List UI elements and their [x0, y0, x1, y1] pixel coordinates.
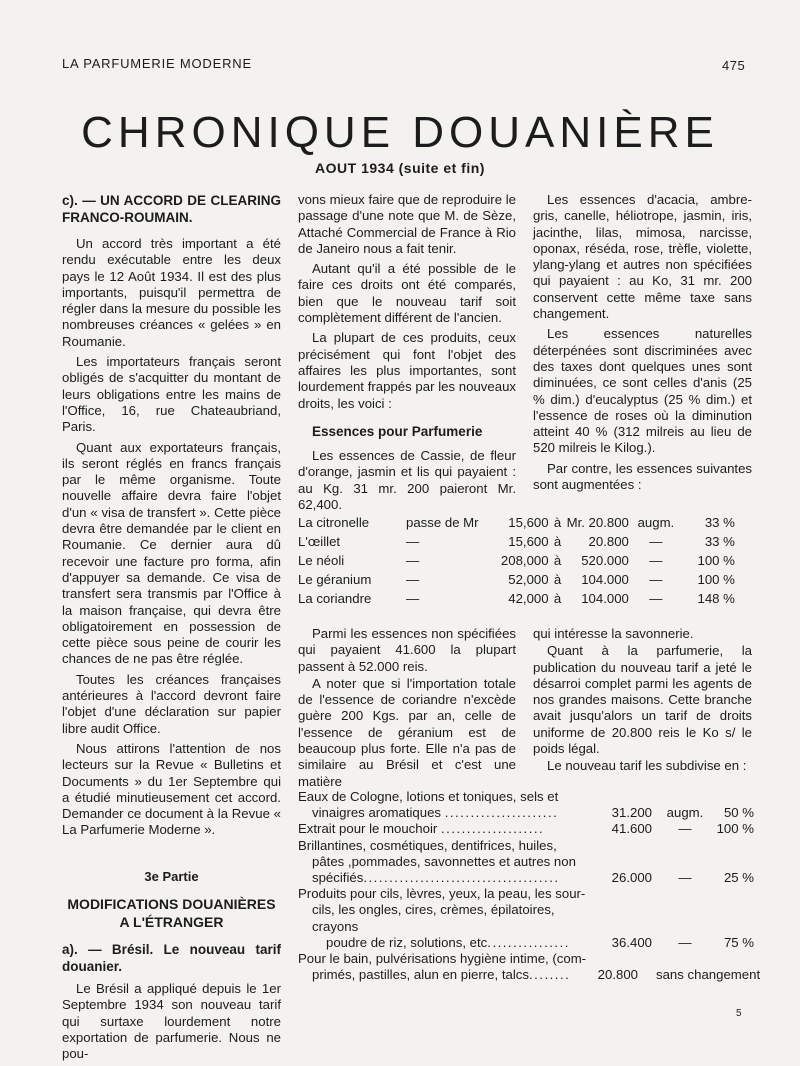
- tariff-desc: [298, 935, 598, 951]
- tariff-desc: [298, 805, 598, 821]
- tariff-desc: Eaux de Cologne, lotions et toniques, sels et: [298, 789, 559, 804]
- essence-cell-aug: —: [649, 553, 663, 568]
- folio: 5: [736, 1008, 742, 1019]
- column-1: [62, 192, 281, 1066]
- tariff-desc: [298, 967, 598, 983]
- tariff-desc-text: poudre de riz, solutions, etc: [326, 934, 488, 950]
- tariff-pct: 50 %: [723, 805, 754, 821]
- page-subtitle: AOUT 1934 (suite et fin): [315, 160, 485, 176]
- clearing-heading: c). — UN ACCORD DE CLEARING FRANCO-ROUMAIN.: [62, 193, 281, 225]
- tariff-value: 20.800: [597, 967, 638, 983]
- paragraph: vons mieux faire que de reproduire le passage d'une note que M. de Sèze, Attaché Commercial de France à Rio de Janeiro nous a fait tenir.: [298, 192, 516, 256]
- essence-cell-pct: 33 %: [704, 515, 735, 530]
- tariff-value: 26.000: [611, 870, 652, 886]
- paragraph: Le nouveau tarif les subdivise en :: [547, 758, 747, 774]
- tariff-aug: —: [678, 821, 692, 837]
- running-head: LA PARFUMERIE MODERNE: [62, 56, 252, 71]
- essence-cell-pct: 33 %: [704, 534, 735, 549]
- essence-cell-c1: —: [406, 572, 420, 587]
- paragraph: Parmi les essences non spécifiées qui payaient 41.600 la plupart passent à 52.000 reis.: [298, 626, 516, 674]
- paragraph: A noter que si l'importation totale de l'essence de coriandre n'excède guère 200 Kgs. par an, celle de l'essence de géranium est de beaucoup plus forte. Elle n'a pas de similaire au Brésil et c'est une matière: [298, 675, 516, 789]
- essence-cell-aug: —: [649, 572, 663, 587]
- tariff-aug: —: [678, 870, 692, 886]
- paragraph: Quant aux exportateurs français, ils seront réglés en francs français par le même organisme. Toute nouvelle affaire devra faire l'objet d'un « visa de transfert ». Cette pièce devra être demandée par le client en Roumanie. Ce dernier aura dû recevoir une facture pro forma, afin d'appuyer sa demande. Ce visa de transfert sera transmis par l'Office à la maison française, qui devra être obligatoirement en possession de cette pièce sous peine de courir les chances de ne pas être réglée.: [62, 439, 281, 667]
- paragraph: Quant à la parfumerie, la publication du nouveau tarif a jeté le désarroi complet parmi les agents de nos grandes maisons. Cette branche avait jusqu'alors un tarif de droits uniforme de 20.800 reis le Ko s/ le poids légal.: [533, 643, 752, 757]
- essence-cell-old: 42,000: [508, 591, 549, 606]
- paragraph: Les essences naturelles déterpénées sont discriminées avec des taxes dont quelques unes sont diminuées, ce sont celles d'anis (25 % dim.) d'eucalyptus (25 % dim.) et l'essence de roses où la diminution atteint 40 % (312 milreis au lieu de 520 milreis le Kilog.).: [533, 326, 752, 456]
- essence-cell-new: 20.800: [588, 534, 629, 549]
- brazil-heading: a). — Brésil. Le nouveau tarif douanier.: [62, 941, 281, 974]
- tariff-desc: cils, les ongles, cires, crèmes, épilatoires, crayons: [312, 902, 555, 934]
- tariff-desc-text: primés, pastilles, alun en pierre, talcs: [312, 967, 529, 983]
- essence-cell-new: 520.000: [581, 553, 629, 568]
- tariff-aug: —: [678, 934, 692, 950]
- leader-dots: ....................: [440, 821, 545, 837]
- essence-cell-old: 52,000: [508, 572, 549, 587]
- part-label: 3e Partie: [144, 868, 199, 884]
- tariff-desc-text: Extrait pour le mouchoir: [298, 821, 438, 837]
- essence-cell-pct: 148 %: [697, 591, 735, 606]
- essence-cell-old: 15,600: [508, 534, 549, 549]
- section-heading: MODIFICATIONS DOUANIÈRES A L'ÉTRANGER: [67, 895, 276, 930]
- paragraph: Par contre, les essences suivantes sont augmentées :: [533, 460, 752, 493]
- tariff-aug: augm.: [666, 805, 704, 821]
- essence-row: [298, 551, 735, 570]
- tariff-desc: Pour le bain, pulvérisations hygiène intime, (com-: [298, 951, 587, 967]
- leader-dots: ................: [487, 934, 570, 950]
- tariff-desc: pâtes ,pommades, savonnettes et autres non: [312, 853, 576, 869]
- tariff-value: 31.200: [611, 805, 652, 821]
- page-title: CHRONIQUE DOUANIÈRE: [81, 108, 719, 157]
- tariff-value: 36.400: [611, 934, 652, 950]
- tariff-desc-text: vinaigres aromatiques: [312, 805, 442, 821]
- essence-cell-c1: —: [406, 553, 420, 568]
- paragraph: Les importateurs français seront obligés de s'acquitter du montant de leurs obligations entre les mains de l'Office, 16, rue Chateaubriand, Paris.: [62, 354, 281, 435]
- paragraph: Nous attirons l'attention de nos lecteurs sur la Revue « Bulletins et Documents » du 1er Septembre qui a étudié minutieusement cet accord. Demander ce document à la Revue « La Parfumerie Moderne ».: [62, 740, 281, 838]
- lower-column-2: [298, 626, 516, 791]
- essence-cell-name: La coriandre: [298, 591, 372, 606]
- essence-cell-new: 104.000: [581, 591, 629, 606]
- leader-dots: ......................................: [363, 870, 560, 886]
- lower-column-3: [533, 626, 752, 776]
- essence-row: [298, 513, 735, 532]
- essence-cell-new: 104.000: [581, 572, 629, 587]
- essence-cell-c1: —: [406, 534, 420, 549]
- tariff-list: [298, 789, 761, 983]
- leader-dots: ........: [528, 967, 571, 983]
- paragraph: Le Brésil a appliqué depuis le 1er Septembre 1934 son nouveau tarif qui surtaxe lourdement notre exportation de parfumerie. Nous ne pou-: [62, 980, 281, 1062]
- essence-row: [298, 532, 735, 551]
- essence-cell-name: L'œillet: [298, 534, 341, 549]
- tariff-row: [298, 821, 754, 837]
- leader-dots: ......................: [444, 805, 559, 821]
- essence-cell-pct: 100 %: [697, 572, 735, 587]
- section-3: [62, 869, 281, 931]
- tariff-pct: 75 %: [723, 934, 754, 950]
- tariff-value: 41.600: [611, 821, 652, 837]
- tariff-row: [298, 951, 761, 983]
- essences-subheading: Essences pour Parfumerie: [312, 423, 483, 439]
- tariff-note: sans changement: [656, 967, 761, 983]
- paragraph: Autant qu'il a été possible de le faire ces droits ont été comparés, bien que le nouveau tarif soit complètement différent de l'ancien.: [298, 261, 516, 326]
- paragraph: Un accord très important a été rendu exécutable entre les deux pays le 12 Août 1934. Il est des plus importants, puisqu'il permettra de régler dans la mesure du possible les nombreuses créances « gelées » en Roumanie.: [62, 236, 281, 349]
- page-number: 475: [722, 58, 746, 73]
- essence-cell-name: Le géranium: [298, 572, 372, 587]
- essence-cell-new: Mr. 20.800: [566, 515, 629, 530]
- essences-rate-table: [298, 513, 735, 608]
- paragraph: Les essences d'acacia, ambre-gris, canelle, héliotrope, jasmin, iris, jacinthe, lilas, mimosa, narcisse, oponax, réséda, rose, trèfle, violette, ylang-ylang et autres non spécifiées qui payaient : au Ko, 31 mr. 200 conservent cette même taxe sans changement.: [533, 192, 752, 322]
- tariff-desc: [298, 870, 598, 886]
- essence-cell-aug: —: [649, 534, 663, 549]
- essence-cell-a: à: [553, 591, 562, 606]
- tariff-pct: 100 %: [716, 821, 754, 837]
- tariff-desc-text: spécifiés: [312, 870, 364, 886]
- essence-cell-name: La citronelle: [298, 515, 370, 530]
- essence-cell-old: 208,000: [500, 553, 549, 568]
- tariff-row: [298, 789, 754, 821]
- essence-cell-a: à: [553, 515, 562, 530]
- essence-cell-aug: —: [649, 591, 663, 606]
- column-2: [298, 192, 516, 517]
- essence-cell-a: à: [553, 553, 562, 568]
- essence-cell-c1: passe de Mr: [406, 515, 479, 530]
- tariff-pct: 25 %: [723, 870, 754, 886]
- tariff-desc: Produits pour cils, lèvres, yeux, la peau, les sour-: [298, 886, 586, 902]
- essence-cell-c1: —: [406, 591, 420, 606]
- essence-row: [298, 570, 735, 589]
- column-3: [533, 192, 752, 497]
- tariff-row: [298, 886, 754, 951]
- essence-row: [298, 589, 735, 608]
- essence-cell-aug: augm.: [637, 515, 675, 530]
- paragraph: Toutes les créances françaises antérieures à l'accord devront faire l'objet d'une déclaration sur papier libre audit Office.: [62, 671, 281, 736]
- tariff-row: [298, 838, 754, 887]
- paragraph: qui intéresse la savonnerie.: [533, 626, 694, 641]
- essence-cell-name: Le néoli: [298, 553, 345, 568]
- essence-cell-a: à: [553, 572, 562, 587]
- paragraph: Les essences de Cassie, de fleur d'orange, jasmin et lis qui payaient : au Kg. 31 mr. 200 paieront Mr. 62,400.: [298, 448, 516, 513]
- paragraph: La plupart de ces produits, ceux précisément qui font l'objet des affaires les plus importantes, sont lourdement frappés par les nouveaux droits, les voici :: [298, 330, 516, 411]
- tariff-desc: Brillantines, cosmétiques, dentifrices, huiles,: [298, 837, 557, 853]
- tariff-desc: [298, 821, 598, 837]
- essence-cell-a: à: [553, 534, 562, 549]
- essence-cell-old: 15,600: [508, 515, 549, 530]
- essence-cell-pct: 100 %: [697, 553, 735, 568]
